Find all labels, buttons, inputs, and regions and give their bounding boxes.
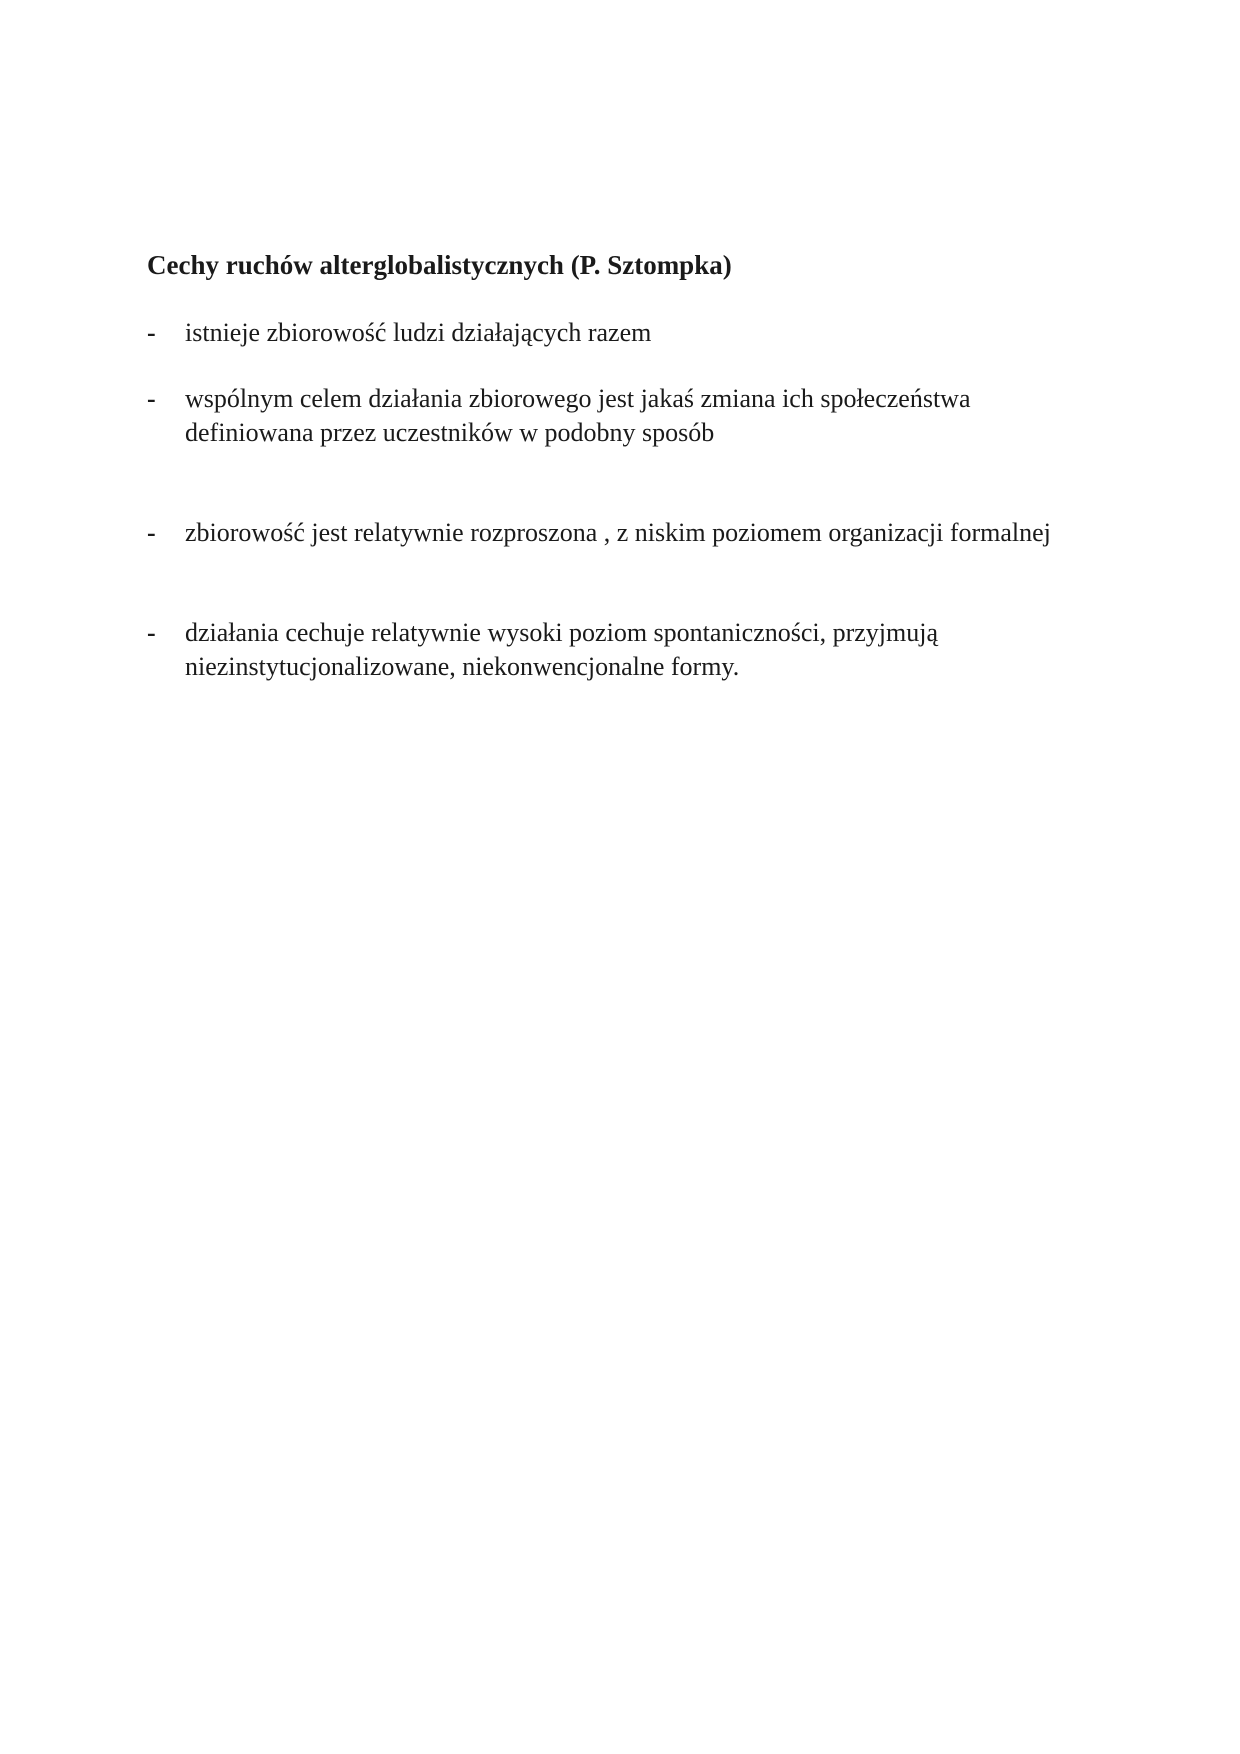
list-item-text: zbiorowość jest relatywnie rozproszona , z niskim poziomem organizacji formalnej: [185, 518, 1051, 547]
list-item: [147, 382, 1087, 450]
list-item: [147, 616, 1087, 684]
bullet-dash-icon: -: [147, 518, 156, 547]
list-item: [147, 316, 1087, 350]
list-item-text: istnieje zbiorowość ludzi działających razem: [185, 318, 652, 347]
list-item: [147, 516, 1087, 550]
bullet-dash-icon: -: [147, 318, 156, 347]
bullet-dash-icon: -: [147, 384, 156, 413]
list-item-text: wspólnym celem działania zbiorowego jest jakaś zmiana ich społeczeństwa definiowana przez uczestników w podobny sposób: [185, 384, 971, 447]
document-title: Cechy ruchów alterglobalistycznych (P. Sztompka): [147, 250, 732, 280]
list-item-text: działania cechuje relatywnie wysoki poziom spontaniczności, przyjmują niezinstytucjonalizowane, niekonwencjonalne formy.: [185, 618, 939, 681]
bullet-dash-icon: -: [147, 618, 156, 647]
